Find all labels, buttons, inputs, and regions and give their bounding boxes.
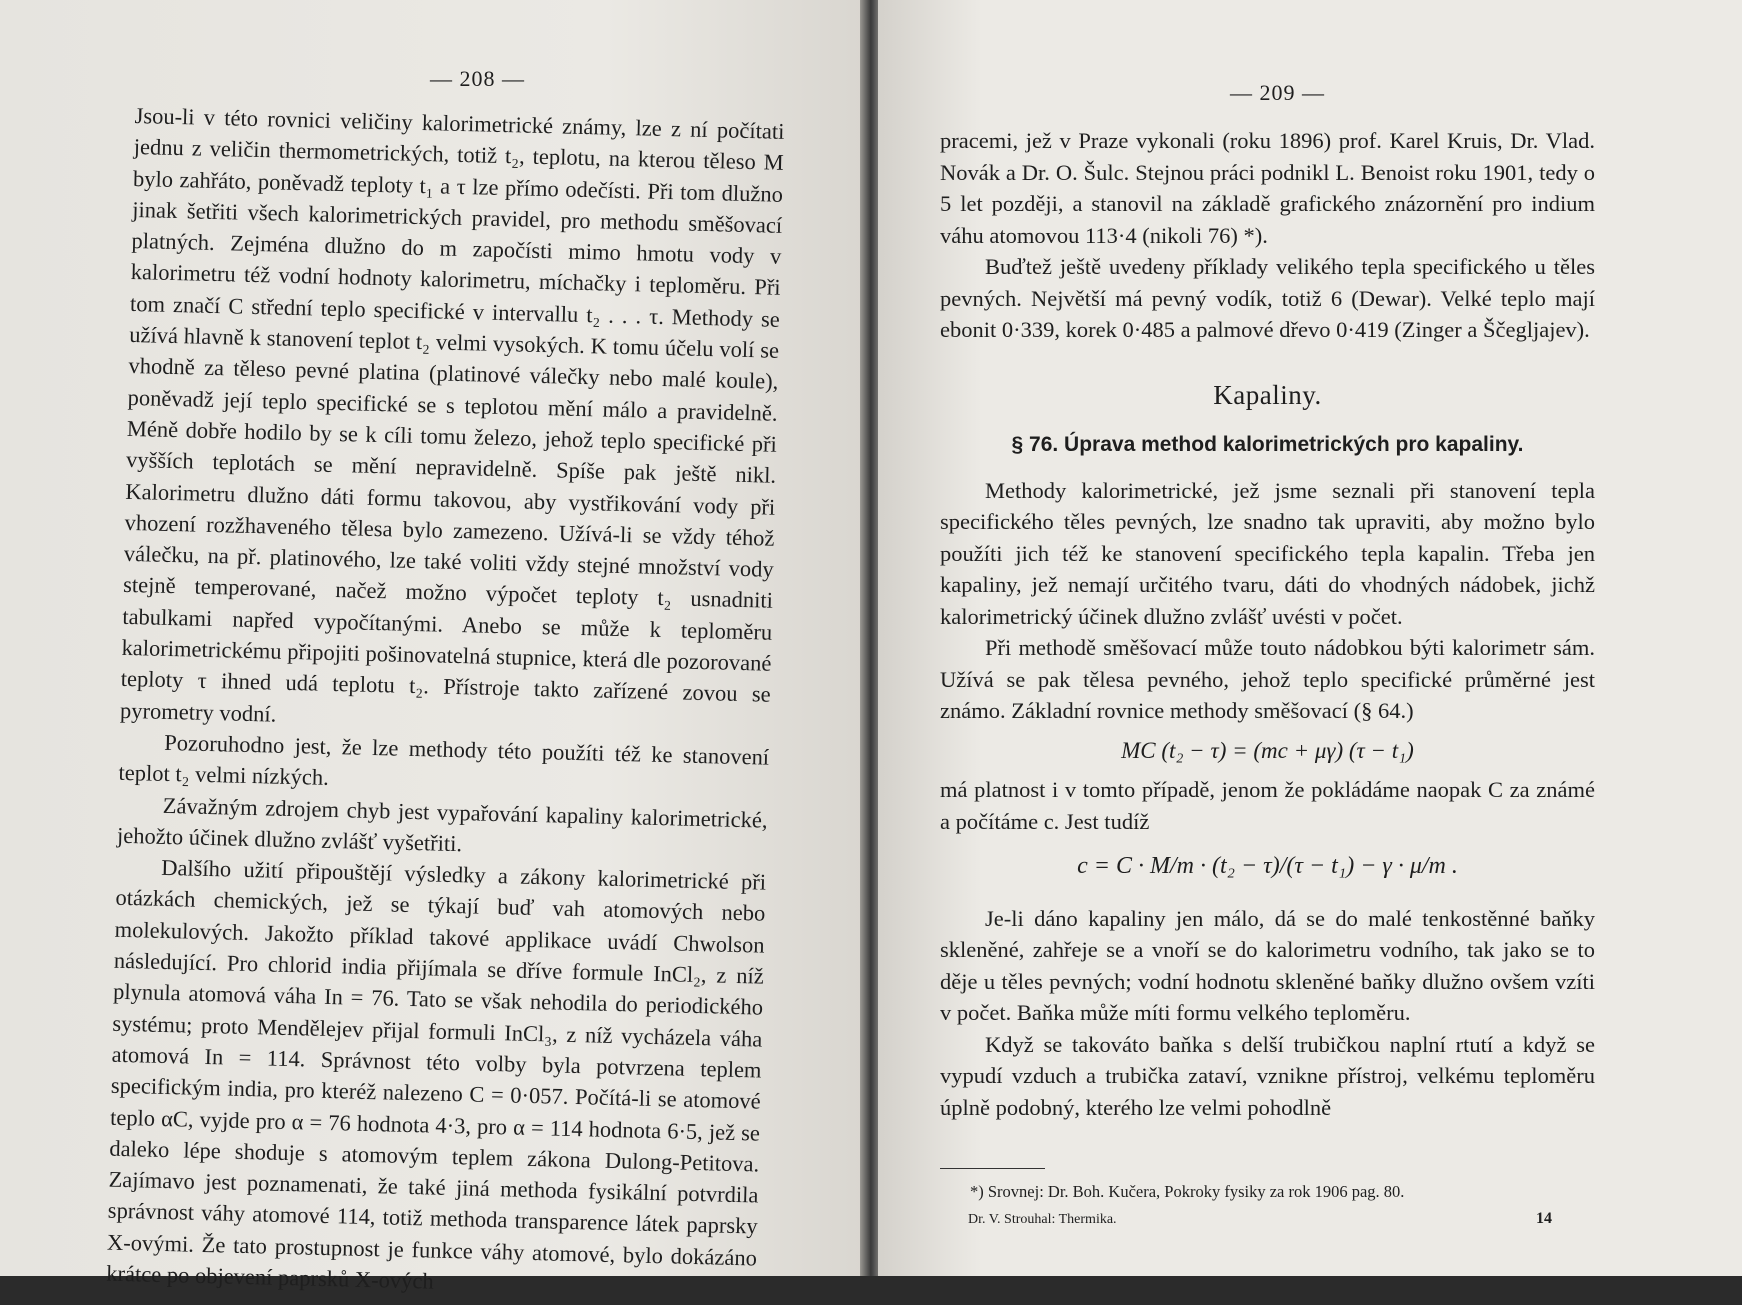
left-page-text <box>106 100 785 1305</box>
footnote-rule <box>940 1168 1045 1169</box>
right-body-paragraph-2: Při methodě směšovací může touto nádobkou býti kalorimetr sám. Užívá se pak tělesa pevného, jehož teplo specifické průměrné jest známo. Základní rovnice methody směšovací (§ 64.) <box>940 635 1595 723</box>
right-after-equation: má platnost i v tomto případě, jenom že pokládáme naopak C za známé a počítáme c. Jest tudíž <box>940 777 1595 834</box>
chapter-heading: Kapaliny. <box>1213 379 1322 410</box>
left-paragraph-2: Pozoruhodno jest, že lze methody této použíti též ke stanovení teplot t₂ velmi nízkých. <box>118 729 770 791</box>
right-closing-paragraph-2: Když se takováto baňka s delší trubičkou naplní rtutí a když se vypudí vzduch a trubička zataví, vznikne přístroj, velkému teploměru úplně podobný, kterého lze velmi pohodlně <box>940 1031 1595 1120</box>
left-paragraph-3: Závažným zdrojem chyb jest vypařování kapaliny kalorimetrické, jehožto účinek dlužno zvlášť vyšetřiti. <box>116 792 768 857</box>
running-foot: Dr. V. Strouhal: Thermika. <box>968 1212 1117 1227</box>
left-page-number: — 208 — <box>430 66 525 91</box>
footnote: *) Srovnej: Dr. Boh. Kučera, Pokroky fysiky za rok 1906 pag. 80. <box>970 1182 1405 1201</box>
signature-mark: 14 <box>1536 1210 1552 1227</box>
right-body-paragraph-1: Methody kalorimetrické, jež jsme seznali při stanovení tepla specifického těles pevných, lze snadno tak upraviti, aby možno bylo použíti jich též ke stanovení specifického tepla kapalin. Třeba jen kapaliny, jež nemají určitého tvaru, dáti do vhodných nádobek, jichž kalorimetrický účinek dlužno zvlášť uvésti v počet. <box>940 477 1595 629</box>
right-page-text <box>940 125 1595 1123</box>
equation-mixing: MC (t₂ − τ) = (mc + μγ) (τ − t₁) <box>1121 737 1414 763</box>
left-paragraph-1: Jsou-li v této rovnici veličiny kalorimetrické známy, lze z ní počítati jednu z veličin thermometrických, totiž t₂, teplotu, na kterou těleso M bylo zahřáto, poněvadž teploty t₁ a τ lze přímo odečísti. Při tom dlužno jinak šetřiti všech kalorimetrických pravidel, pro methodu směšovací platných. Zejména dlužno do m započísti mimo hmotu vody v kalorimetru též vodní hodnoty kalorimetru, míchačky i teploměru. Při tom značí C střední teplo specifické v intervallu t₂ . . . τ. Methody se užívá hlavně k stanovení teplot t₂ velmi vysokých. K tomu účelu volí se vhodně za těleso pevné platina (platinové válečky nebo malé koule), poněvadž její teplo specifické se s teplotou mění málo a pravidelně. Méně dobře hodilo by se k cíli tomu železo, jehož teplo specifické při vyšších teplotách se mění nepravidelně. Spíše pak ještě nikl. Kalorimetru dlužno dáti formu takovou, aby vystřikování vody při vhození rozžhaveného tělesa bylo zamezeno. Užívá-li se vždy téhož válečku, na př. platinového, lze také voliti vždy stejné množství vody stejně temperované, načež možno výpočet teploty t₂ usnadniti tabulkami napřed vypočítanými. Anebo se může k teploměru kalorimetrickému připojiti pošinovatelná stupnice, která dle pozorované teploty τ ihned udá teplotu t₂. Přístroje takto zařízené zovou se pyrometry vodní. <box>119 102 785 727</box>
right-intro-paragraph-1: pracemi, jež v Praze vykonali (roku 1896) prof. Karel Kruis, Dr. Vlad. Novák a Dr. O. Šulc. Stejnou práci podnikl L. Benoist roku 1901, tedy o 5 let později, a stanovil na základě grafického znázornění pro indium váhu atomovou 113·4 (nikoli 76) *). <box>940 128 1595 248</box>
section-title: § 76. Úprava method kalorimetrických pro kapaliny. <box>1011 433 1524 456</box>
right-closing-paragraph-1: Je-li dáno kapaliny jen málo, dá se do malé tenkostěnné baňky skleněné, zahřeje se a vnoří se do kalorimetru vodního, tak jako se to děje u těles pevných; vodní hodnotu skleněné baňky dlužno ovšem vzíti v počet. Baňka může míti formu velkého teploměru. <box>940 905 1595 1025</box>
right-page-number: — 209 — <box>1230 80 1325 105</box>
left-paragraph-4: Dalšího užití připouštějí výsledky a zákony kalorimetrické při otázkách chemických, jež se týkají buď vah atomových nebo molekulových. Jakožto příklad takové applikace uvádí Chwolson následující. Pro chlorid india přijímala se dříve formule InCl₂, z níž plynula atomová váha In = 76. Tato se však nehodila do periodického systému; proto Mendělejev přijal formuli InCl₃, z níž vycházela váha atomová In = 114. Správnost této volby byla potvrzena teplem specifickým india, pro kteréž nalezeno C = 0·057. Počítá-li se atomové teplo αC, vyjde pro α = 76 hodnota 4·3, pro α = 114 hodnota 6·5, jež se daleko lépe shoduje s atomovým teplem zákona Dulong-Petitova. Zajímavo jest poznamenati, že také jiná methoda fysikální potvrdila správnost váhy atomové 114, totiž methoda transparence látek paprsky X-ovými. Že tato prostupnost je funkce váhy atomové, bylo dokázáno krátce po objevení paprsků X-ových <box>106 854 767 1294</box>
equation-specific-heat: c = C · M/m · (t₂ − τ)/(τ − t₁) − γ · μ/m . <box>1077 853 1458 879</box>
right-intro-paragraph-2: Buďtež ještě uvedeny příklady velikého tepla specifického u těles pevných. Největší má pevný vodík, totiž 6 (Dewar). Velké teplo mají ebonit 0·339, korek 0·485 a palmové dřevo 0·419 (Zinger a Ščegljajev). <box>940 254 1595 342</box>
